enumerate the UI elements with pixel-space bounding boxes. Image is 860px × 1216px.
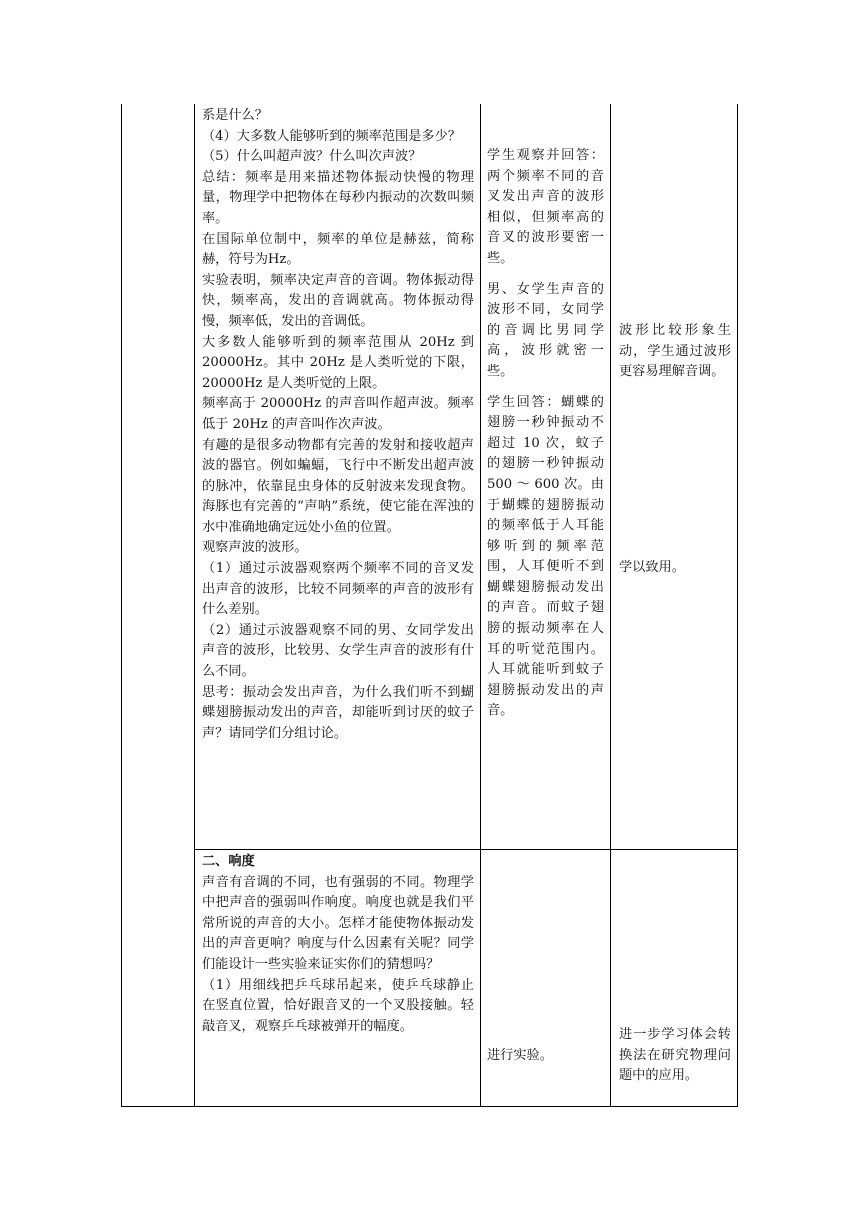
teacher-activity-cell-2 <box>202 852 474 1102</box>
student-activity-cell-1 <box>487 146 604 836</box>
teacher-line: （2）通过示波器观察不同的男、女同学发出声音的波形，比较男、女学生声音的波形有什么不同。 <box>202 622 474 680</box>
teacher-line: 有趣的是很多动物都有完善的发射和接收超声波的器官。例如蝙蝠，飞行中不断发出超声波的脉冲，依靠昆虫身体的反射波来发现食物。海豚也有完善的“声呐”系统，使它能在浑浊的水中准确地确定远处小鱼的位置。 <box>202 437 474 535</box>
teacher-line: （1）用细线把乒乓球吊起来，使乒乓球静止在竖直位置，恰好跟音叉的一个叉股接触。轻敲音叉，观察乒乓球被弹开的幅度。 <box>202 977 474 1034</box>
student-paragraph: 男、女学生声音的波形不同，女同学的音调比男同学高，波形就密一些。 <box>487 281 604 379</box>
design-intent-text-2: 学以致用。 <box>619 560 685 575</box>
table-border-bottom <box>121 1106 738 1107</box>
table-column-divider-1 <box>194 104 195 1107</box>
design-intent-cell-2: 进一步学习体会转换法在研究物理问题中的应用。 <box>619 1027 731 1084</box>
table-row-divider <box>194 849 738 850</box>
student-activity-cell-2: 进行实验。 <box>487 1048 553 1063</box>
teacher-line: 总结：频率是用来描述物体振动快慢的物理量，物理学中把物体在每秒内振动的次数叫频率。 <box>202 169 474 226</box>
table-border-right <box>737 104 738 1107</box>
teacher-line: 在国际单位制中，频率的单位是赫兹，简称赫，符号为Hz。 <box>202 231 474 268</box>
student-paragraph: 学生回答：蝴蝶的翅膀一秒钟振动不超过 10 次，蚊子的翅膀一秒钟振动 500 ～ 600 次。由于蝴蝶的翅膀振动的频率低于人耳能够听到的频率范围，人耳便听不到蝴蝶翅膀振动发出的声音。而蚊子翅膀的振动频率在人耳的听觉范围内。人耳就能听到蚊子翅膀振动发出的声音。 <box>487 394 604 719</box>
teacher-line: 系是什么？ <box>202 108 268 123</box>
teacher-line: （4）大多数人能够听到的频率范围是多少？ <box>202 128 461 144</box>
teacher-line: 频率高于 20000Hz 的声音叫作超声波。频率低于 20Hz 的声音叫作次声波。 <box>202 396 474 432</box>
teacher-line: （5）什么叫超声波？什么叫次声波？ <box>202 149 422 165</box>
student-paragraph: 学生观察并回答：两个频率不同的音叉发出声音的波形相似，但频率高的音叉的波形要密一些。 <box>487 148 604 266</box>
teacher-line: 声音有音调的不同，也有强弱的不同。物理学中把声音的强弱叫作响度。响度也就是我们平常所说的声音的大小。怎样才能使物体振动发出的声音更响？响度与什么因素有关呢？同学们能设计一些实验来证实你们的猜想吗？ <box>202 874 474 972</box>
table-column-divider-2 <box>480 104 481 1107</box>
teacher-line: 大多数人能够听到的频率范围从 20Hz 到 20000Hz。其中 20Hz 是人类听觉的下限，20000Hz 是人类听觉的上限。 <box>202 334 474 391</box>
table-column-divider-3 <box>610 104 611 1107</box>
section-heading: 二、响度 <box>202 854 255 869</box>
table-border-left <box>121 104 122 1107</box>
teacher-line: 实验表明，频率决定声音的音调。物体振动得快，频率高，发出的音调就高。物体振动得慢，频率低，发出的音调低。 <box>202 272 474 329</box>
teacher-line: （1）通过示波器观察两个频率不同的音叉发出声音的波形，比较不同频率的声音的波形有什么差别。 <box>202 561 474 618</box>
teacher-line: 观察声波的波形。 <box>202 540 308 556</box>
teacher-line: 思考：振动会发出声音，为什么我们听不到蝴蝶翅膀振动发出的声音，却能听到讨厌的蚊子声？请同学们分组讨论。 <box>202 684 474 741</box>
design-intent-text-1: 波形比较形象生动，学生通过波形更容易理解音调。 <box>619 323 731 380</box>
teacher-activity-cell-1 <box>202 106 474 846</box>
